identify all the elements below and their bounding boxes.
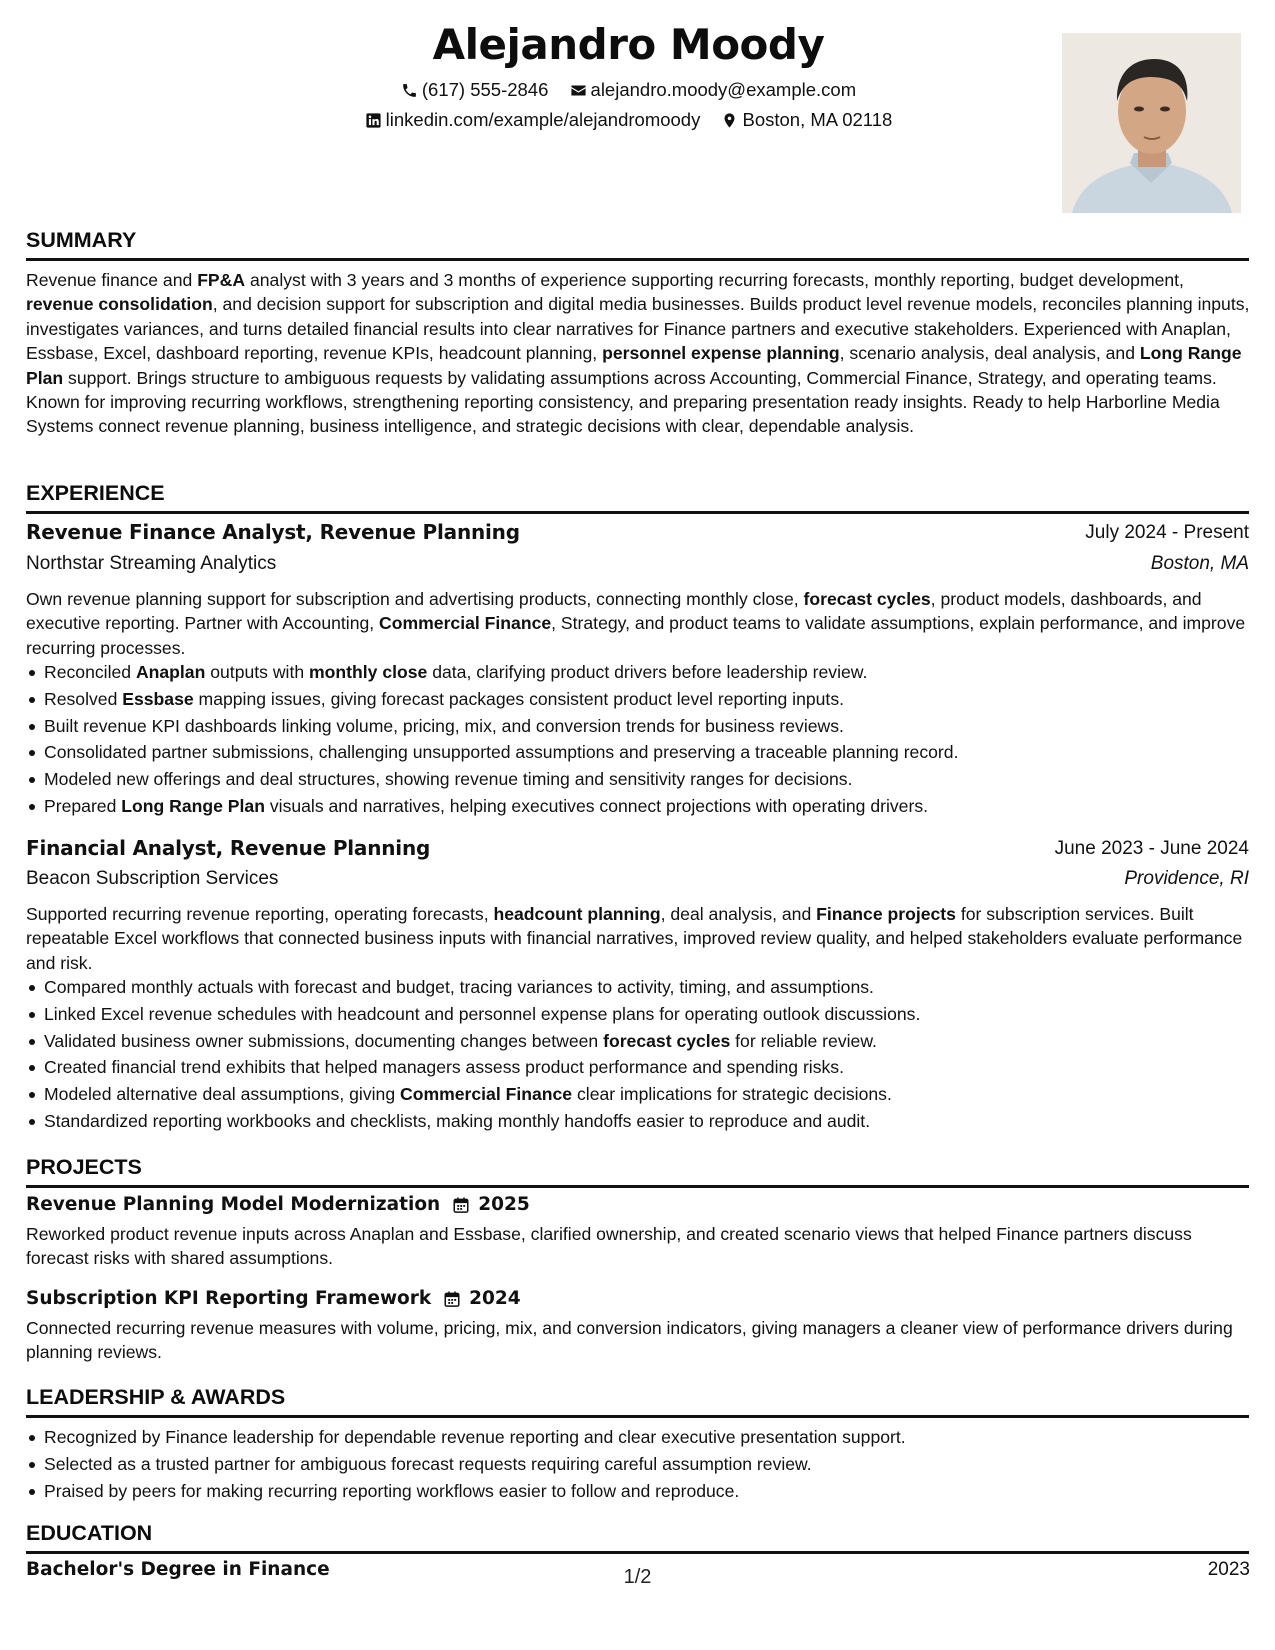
job-company: Northstar Streaming Analytics xyxy=(26,553,277,574)
summary-heading: SUMMARY xyxy=(26,228,137,252)
project-description: Connected recurring revenue measures with volume, pricing, mix, and conversion indicators, giving managers a cleaner view of performance drivers during planning reviews. xyxy=(26,1318,1233,1363)
text-run: Modeled new offerings and deal structures, showing revenue timing and sensitivity ranges for decisions. xyxy=(44,769,853,790)
phone-contact xyxy=(401,79,549,101)
summary-divider xyxy=(26,258,1249,261)
education-heading: EDUCATION xyxy=(26,1521,153,1545)
text-run: for subscription services. Built repeatable Excel workflows that connected business inputs with financial narratives, improved review quality, and helped stakeholders evaluate performance and risk. xyxy=(26,904,1243,973)
experience-divider xyxy=(26,511,1249,514)
project-title: Subscription KPI Reporting Framework xyxy=(26,1288,432,1309)
leadership-item: Praised by peers for making recurring reporting workflows easier to follow and reproduce. xyxy=(44,1478,1268,1505)
emphasis-text: Finance projects xyxy=(816,904,956,924)
emphasis-text: Essbase xyxy=(122,688,194,709)
emphasis-text: monthly close xyxy=(309,662,428,682)
text-run: outputs with xyxy=(205,662,310,682)
text-run: , Strategy, and product teams to validate assumptions, explain performance, and improve recurring processes. xyxy=(26,613,1246,658)
job-bullets xyxy=(26,659,1268,820)
degree: Bachelor's Degree in Finance xyxy=(26,1559,330,1580)
job-dates: July 2024 - Present xyxy=(1085,522,1249,543)
phone-icon xyxy=(401,82,418,99)
project-title-row xyxy=(26,1288,521,1309)
text-run: visuals and narratives, helping executives connect projections with operating drivers. xyxy=(264,795,929,816)
text-run: support. Brings structure to ambiguous requests by validating assumptions across Accounting, Commercial Finance, Strategy, and operating teams. Known for improving recurring workflows, strengthening reporting consistency, and preparing presentation ready insights. Ready to help Harborline Media Systems connect revenue planning, business intelligence, and strategic decisions with clear, dependable analysis. xyxy=(26,367,1220,437)
location-contact xyxy=(721,109,892,131)
emphasis-text: Commercial Finance xyxy=(379,613,552,634)
text-run: Reconciled xyxy=(44,662,136,682)
text-run: for reliable review. xyxy=(730,1030,877,1051)
project-title-row xyxy=(26,1194,530,1215)
text-run: , scenario analysis, deal analysis, and xyxy=(839,343,1140,364)
email-contact[interactable] xyxy=(570,79,857,101)
text-run: Own revenue planning support for subscription and advertising products, connecting monthly close, xyxy=(26,589,804,609)
text-run: Built revenue KPI dashboards linking volume, pricing, mix, and conversion trends for business reviews. xyxy=(44,715,844,736)
text-run: Standardized reporting workbooks and checklists, making monthly handoffs easier to reproduce and audit. xyxy=(44,1110,871,1131)
linkedin-link[interactable]: linkedin.com/example/alejandromoody xyxy=(385,109,701,130)
text-run: data, clarifying product drivers before leadership review. xyxy=(427,662,868,682)
bullet-item xyxy=(44,1001,1268,1028)
projects-heading: PROJECTS xyxy=(26,1155,142,1179)
project-year: 2025 xyxy=(478,1194,530,1215)
leadership-divider xyxy=(26,1415,1249,1418)
bullet-item xyxy=(44,1028,1268,1055)
graduation-year: 2023 xyxy=(1207,1559,1250,1580)
bullet-item xyxy=(44,1054,1268,1081)
emphasis-text: forecast cycles xyxy=(603,1030,731,1051)
page-number: 1/2 xyxy=(623,1566,652,1588)
envelope-icon xyxy=(570,82,587,99)
project-description: Reworked product revenue inputs across Anaplan and Essbase, clarified ownership, and created scenario views that helped Finance partners discuss forecast risks with shared assumptions. xyxy=(26,1224,1192,1269)
text-run: mapping issues, giving forecast packages consistent product level reporting inputs. xyxy=(193,688,845,709)
profile-photo xyxy=(1062,33,1241,213)
candidate-name: Alejandro Moody xyxy=(432,20,825,69)
calendar-icon xyxy=(452,1196,470,1214)
emphasis-text: Long Range Plan xyxy=(26,343,1242,388)
text-run: Validated business owner submissions, documenting changes between xyxy=(44,1030,604,1051)
summary-text xyxy=(26,268,1250,439)
emphasis-text: forecast cycles xyxy=(803,589,931,609)
bullet-item xyxy=(44,1108,1268,1135)
education-divider xyxy=(26,1551,1249,1554)
emphasis-text: revenue consolidation xyxy=(26,294,213,315)
text-run: , deal analysis, and xyxy=(660,904,817,924)
text-run: analyst with 3 years and 3 months of experience supporting recurring forecasts, monthly reporting, budget development, xyxy=(245,270,1184,290)
job-description xyxy=(26,587,1250,660)
text-run: Created financial trend exhibits that helped managers assess product performance and spending risks. xyxy=(44,1057,844,1078)
job-bullets xyxy=(26,974,1268,1135)
text-run: Supported recurring revenue reporting, operating forecasts, xyxy=(26,904,494,924)
job-company: Beacon Subscription Services xyxy=(26,868,279,889)
linkedin-contact[interactable] xyxy=(365,109,701,131)
emphasis-text: personnel expense planning xyxy=(602,343,840,364)
text-run: Modeled alternative deal assumptions, giving xyxy=(44,1084,400,1105)
job-title: Revenue Finance Analyst, Revenue Planning xyxy=(26,520,520,544)
project-year: 2024 xyxy=(469,1288,521,1309)
text-run: Linked Excel revenue schedules with headcount and personnel expense plans for operating outlook discussions. xyxy=(44,1003,921,1024)
leadership-item: Selected as a trusted partner for ambiguous forecast requests requiring careful assumption review. xyxy=(44,1451,1268,1478)
calendar-icon xyxy=(443,1290,461,1308)
text-run: , and decision support for subscription and digital media businesses. Builds product level revenue models, reconciles planning inputs, investigates variances, and turns detailed financial results into clear narratives for Finance partners and executive stakeholders. Experienced with Anaplan, Essbase, Excel, dashboard reporting, revenue KPIs, headcount planning, xyxy=(26,294,1250,364)
text-run: , product models, dashboards, and executive reporting. Partner with Accounting, xyxy=(26,589,1202,634)
bullet-item xyxy=(44,974,1268,1001)
linkedin-icon xyxy=(365,112,382,129)
emphasis-text: Long Range Plan xyxy=(121,795,265,816)
job-location: Providence, RI xyxy=(1124,868,1249,889)
text-run: Resolved xyxy=(44,688,123,709)
bullet-item xyxy=(44,659,1268,686)
bullet-item xyxy=(44,766,1268,793)
text-run: Compared monthly actuals with forecast and budget, tracing variances to activity, timing, and assumptions. xyxy=(44,977,874,997)
text-run: Revenue finance and xyxy=(26,270,198,290)
leadership-item: Recognized by Finance leadership for dependable revenue reporting and clear executive presentation support. xyxy=(44,1424,1268,1451)
leadership-bullets xyxy=(26,1424,1268,1504)
job-dates: June 2023 - June 2024 xyxy=(1054,838,1249,859)
experience-heading: EXPERIENCE xyxy=(26,481,165,505)
emphasis-text: Commercial Finance xyxy=(400,1084,573,1105)
email-link[interactable]: alejandro.moody@example.com xyxy=(590,79,857,100)
text-run: Prepared xyxy=(44,795,122,816)
project-title: Revenue Planning Model Modernization xyxy=(26,1194,441,1215)
map-pin-icon xyxy=(721,112,738,129)
location-text: Boston, MA 02118 xyxy=(742,109,893,130)
projects-divider xyxy=(26,1185,1249,1188)
bullet-item xyxy=(44,686,1268,713)
text-run: Consolidated partner submissions, challenging unsupported assumptions and preserving a traceable planning record. xyxy=(44,742,959,763)
leadership-heading: LEADERSHIP & AWARDS xyxy=(26,1385,286,1409)
emphasis-text: Anaplan xyxy=(135,662,206,682)
bullet-item xyxy=(44,739,1268,766)
emphasis-text: headcount planning xyxy=(493,904,661,924)
text-run: clear implications for strategic decisions. xyxy=(572,1084,892,1105)
job-description xyxy=(26,902,1250,975)
job-location: Boston, MA xyxy=(1150,553,1249,574)
job-title: Financial Analyst, Revenue Planning xyxy=(26,836,431,860)
phone-text: (617) 555-2846 xyxy=(421,79,549,100)
bullet-item xyxy=(44,713,1268,740)
bullet-item xyxy=(44,1081,1268,1108)
emphasis-text: FP&A xyxy=(197,270,246,290)
bullet-item xyxy=(44,793,1268,820)
